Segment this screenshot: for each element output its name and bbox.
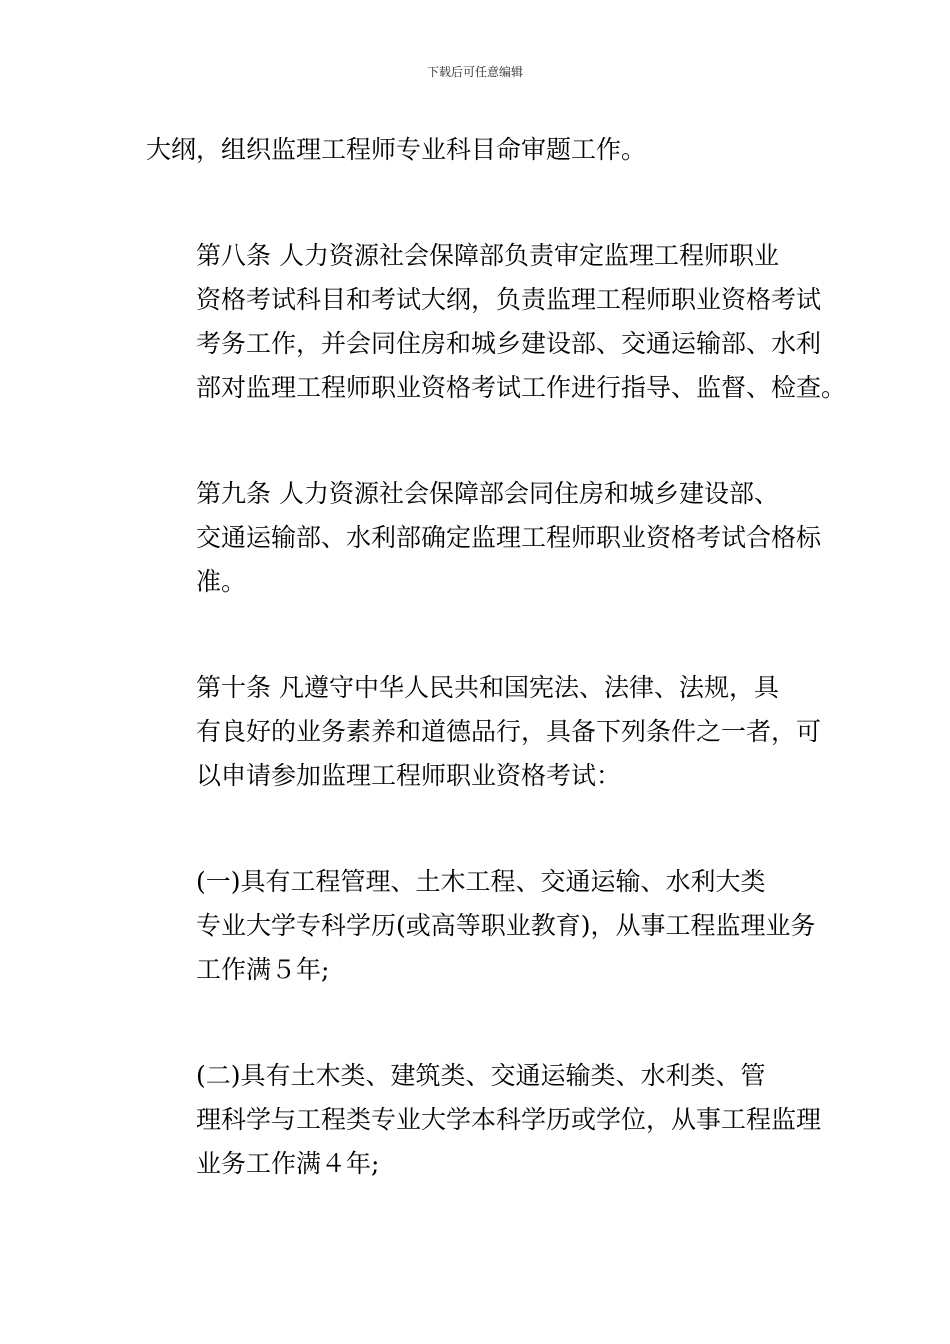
paragraph-article-9: [146, 472, 822, 604]
paragraph-item-2: [146, 1054, 822, 1186]
text-line: 准。: [196, 567, 247, 596]
text-line: 第十条 凡遵守中华人民共和国宪法、法律、法规，具: [196, 673, 779, 702]
text-line: 第八条 人力资源社会保障部负责审定监理工程师职业: [196, 241, 779, 270]
text-line: 第九条 人力资源社会保障部会同住房和城乡建设部、: [196, 479, 779, 508]
paragraph-article-10: [146, 666, 822, 798]
text-line: 交通运输部、水利部确定监理工程师职业资格考试合格标: [196, 523, 822, 552]
paragraph-1: [146, 128, 810, 172]
document-body: [146, 128, 847, 1248]
text-line: 理科学与工程类专业大学本科学历或学位，从事工程监理: [196, 1105, 822, 1134]
paragraph-item-1: [146, 860, 816, 992]
text-line: (二)具有土木类、建筑类、交通运输类、水利类、管: [196, 1061, 766, 1090]
text-line: 资格考试科目和考试大纲，负责监理工程师职业资格考试: [196, 285, 822, 314]
text-line: 工作满５年;: [196, 955, 330, 984]
paragraph-article-8: [146, 234, 847, 410]
text-line: 以申请参加监理工程师职业资格考试：: [196, 761, 622, 790]
text-line: 部对监理工程师职业资格考试工作进行指导、监督、检查。: [196, 373, 847, 402]
text-line: 大纲，组织监理工程师专业科目命审题工作。: [146, 135, 647, 164]
text-line: 有良好的业务素养和道德品行，具备下列条件之一者，可: [196, 717, 822, 746]
text-line: 专业大学专科学历(或高等职业教育)，从事工程监理业务: [196, 911, 816, 940]
text-line: 业务工作满４年;: [196, 1149, 380, 1178]
text-line: 考务工作，并会同住房和城乡建设部、交通运输部、水利: [196, 329, 822, 358]
page-header: 下载后可任意编辑: [426, 65, 523, 79]
text-line: (一)具有工程管理、土木工程、交通运输、水利大类: [196, 867, 766, 896]
